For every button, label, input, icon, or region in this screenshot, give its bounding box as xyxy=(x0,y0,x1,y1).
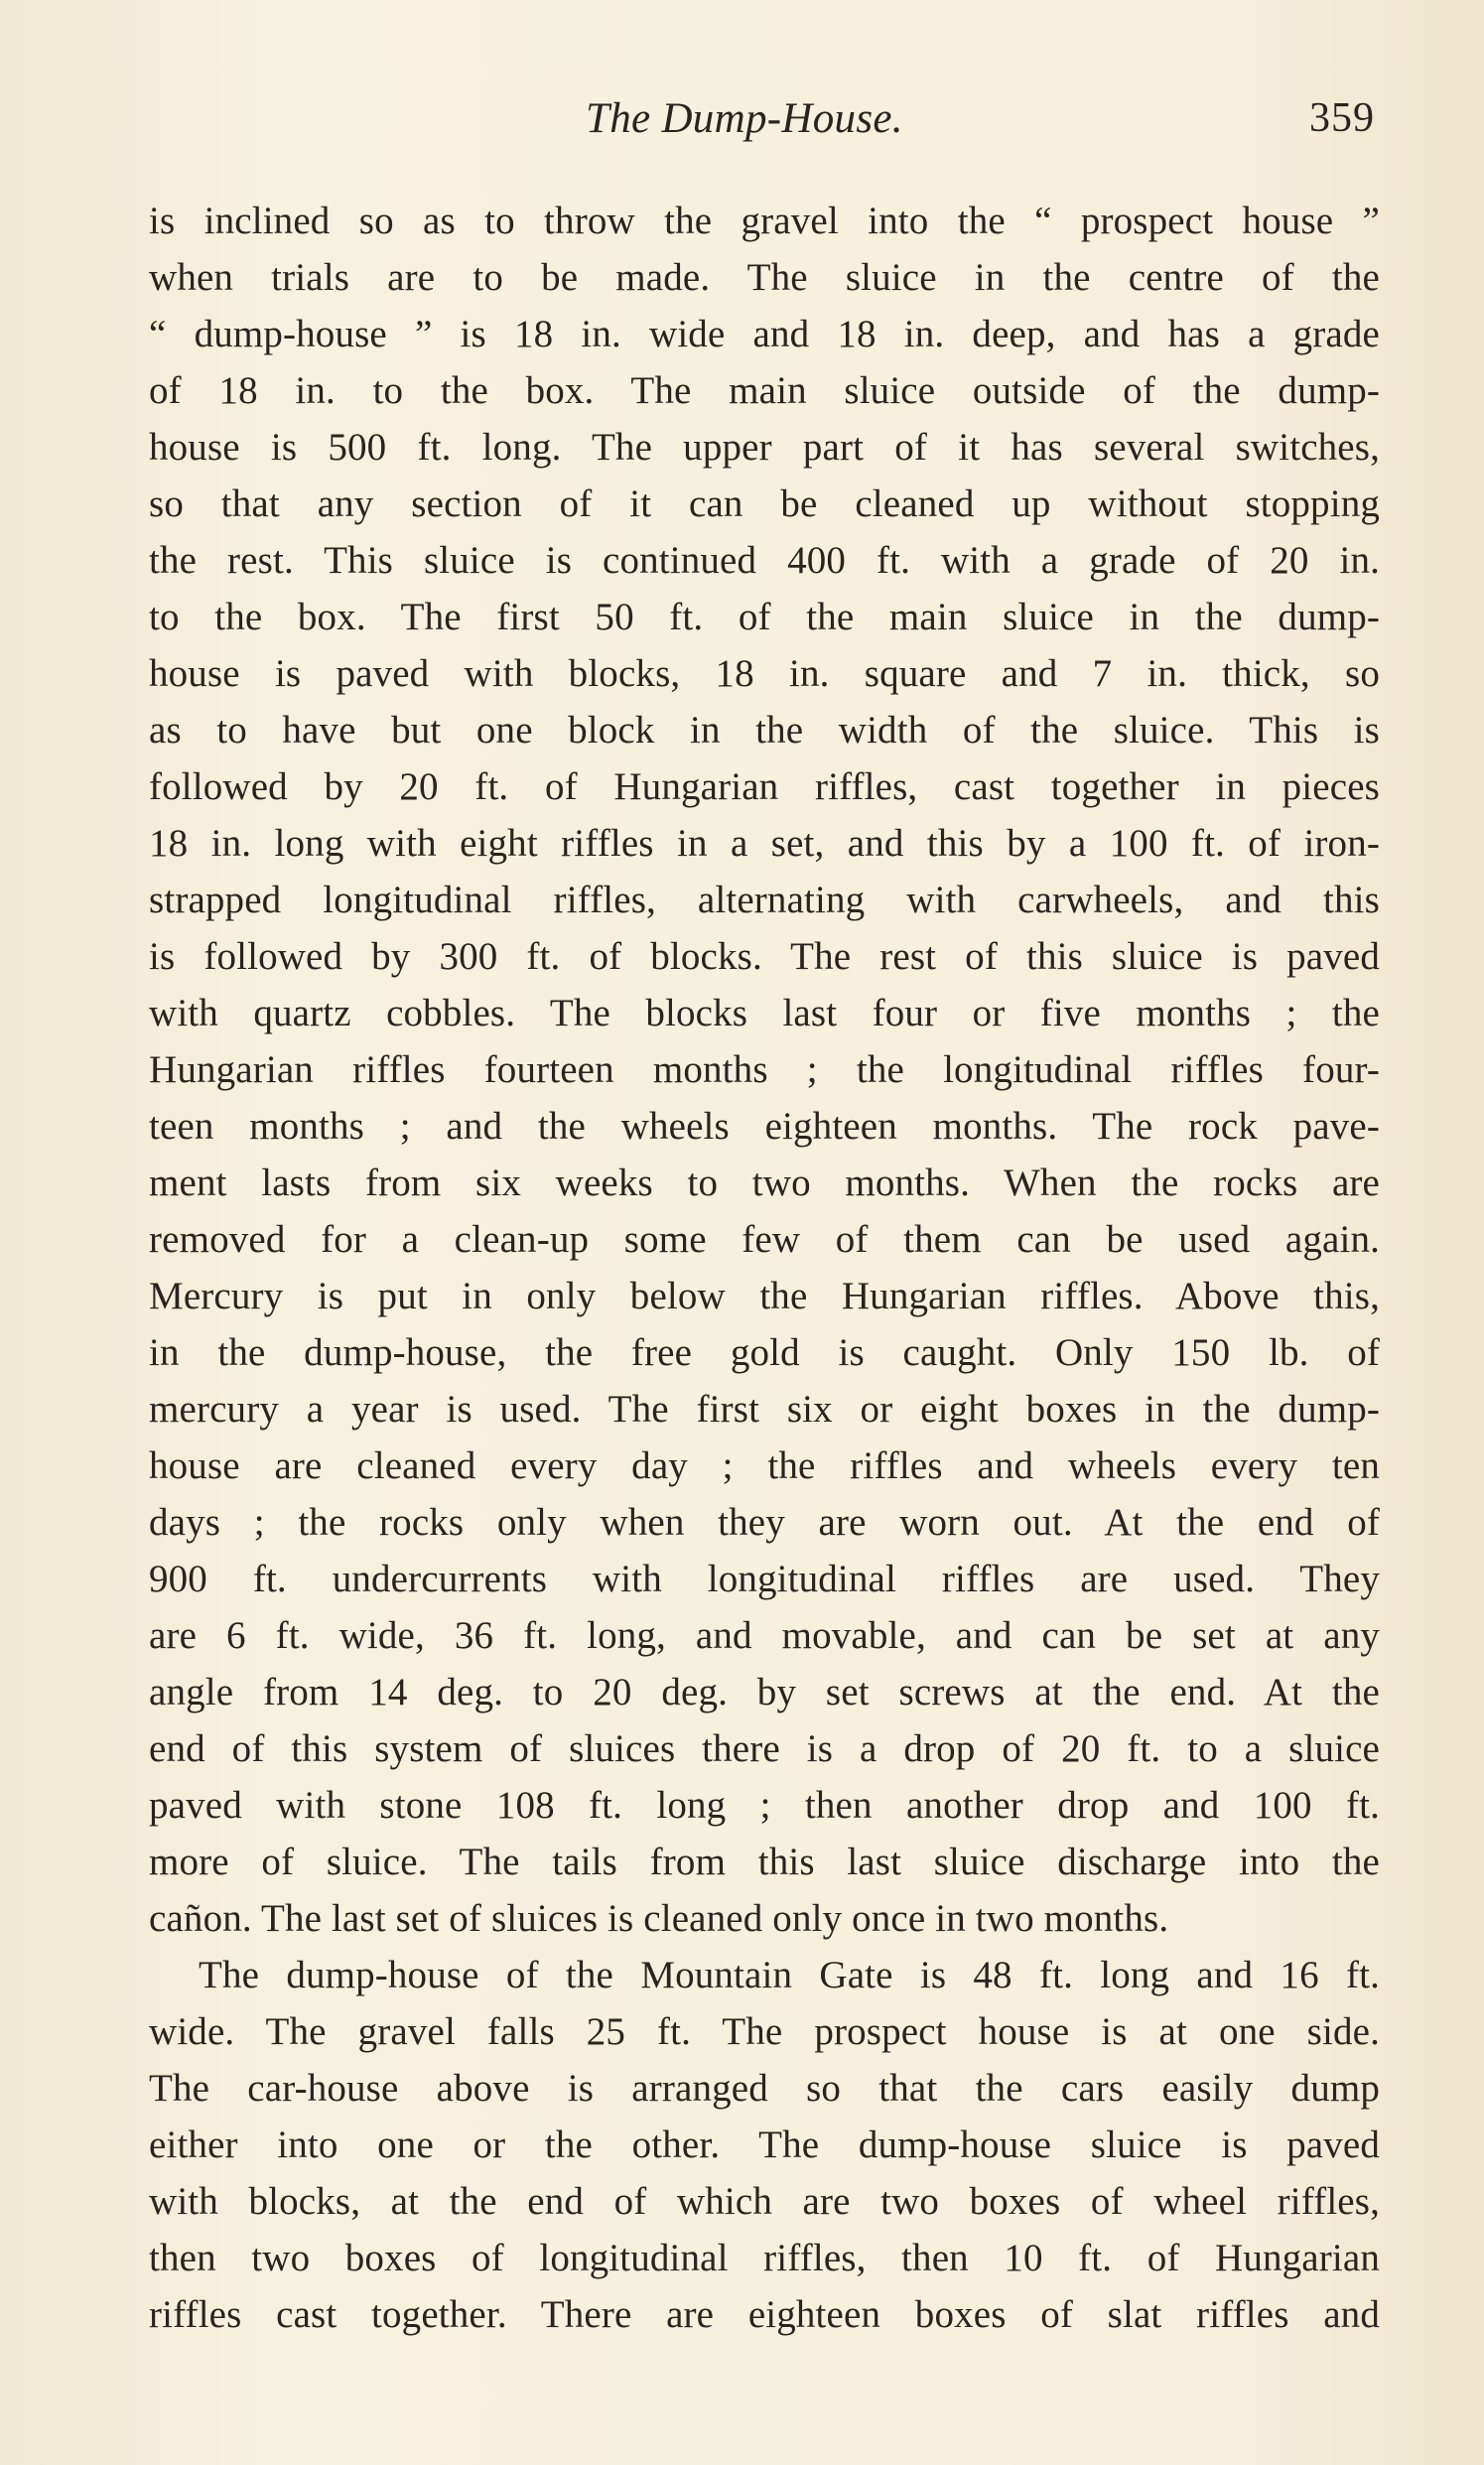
text-line-28: end of this system of sluices there is a drop of 20 ft. to a sluice xyxy=(149,1727,1380,1770)
text-line-9: house is paved with blocks, 18 in. square and 7 in. thick, so xyxy=(149,652,1380,695)
text-line-5: house is 500 ft. long. The upper part of it has several switches, xyxy=(149,426,1380,469)
text-line-29: paved with stone 108 ft. long ; then another drop and 100 ft. xyxy=(149,1784,1380,1827)
page-header xyxy=(159,94,1375,154)
running-title: The Dump-House. xyxy=(586,95,903,142)
text-line-14: is followed by 300 ft. of blocks. The rest of this sluice is paved xyxy=(149,935,1380,978)
text-line-16: Hungarian riffles fourteen months ; the longitudinal riffles four- xyxy=(149,1048,1380,1091)
text-line-8: to the box. The first 50 ft. of the main sluice in the dump- xyxy=(149,596,1380,638)
text-line-19: removed for a clean-up some few of them can be used again. xyxy=(149,1218,1380,1261)
text-line-20: Mercury is put in only below the Hungarian riffles. Above this, xyxy=(149,1275,1380,1317)
text-line-27: angle from 14 deg. to 20 deg. by set screws at the end. At the xyxy=(149,1671,1380,1713)
text-line-32: The dump-house of the Mountain Gate is 48 ft. long and 16 ft. xyxy=(199,1954,1380,1996)
text-line-6: so that any section of it can be cleaned up without stopping xyxy=(149,482,1380,525)
text-line-24: days ; the rocks only when they are worn out. At the end of xyxy=(149,1501,1380,1544)
text-line-35: either into one or the other. The dump-house sluice is paved xyxy=(149,2123,1380,2166)
text-line-31: cañon. The last set of sluices is cleaned only once in two months. xyxy=(149,1897,1169,1940)
text-line-30: more of sluice. The tails from this last sluice discharge into the xyxy=(149,1841,1380,1883)
text-line-22: mercury a year is used. The first six or eight boxes in the dump- xyxy=(149,1388,1380,1431)
text-line-13: strapped longitudinal riffles, alternating with carwheels, and this xyxy=(149,879,1380,921)
text-line-18: ment lasts from six weeks to two months. When the rocks are xyxy=(149,1162,1380,1204)
page-number: 359 xyxy=(1309,95,1375,141)
text-line-25: 900 ft. undercurrents with longitudinal riffles are used. They xyxy=(149,1558,1380,1600)
text-line-33: wide. The gravel falls 25 ft. The prospect house is at one side. xyxy=(149,2010,1380,2053)
text-line-26: are 6 ft. wide, 36 ft. long, and movable, and can be set at any xyxy=(149,1614,1380,1657)
text-line-1: is inclined so as to throw the gravel into the “ prospect house ” xyxy=(149,200,1380,242)
text-line-3: “ dump-house ” is 18 in. wide and 18 in. deep, and has a grade xyxy=(149,313,1380,355)
text-line-7: the rest. This sluice is continued 400 ft. with a grade of 20 in. xyxy=(149,539,1380,582)
text-line-34: The car-house above is arranged so that the cars easily dump xyxy=(149,2067,1380,2110)
text-line-12: 18 in. long with eight riffles in a set, and this by a 100 ft. of iron- xyxy=(149,822,1380,865)
body-text xyxy=(149,193,1380,2343)
text-line-36: with blocks, at the end of which are two boxes of wheel riffles, xyxy=(149,2180,1380,2223)
text-line-21: in the dump-house, the free gold is caught. Only 150 lb. of xyxy=(149,1331,1380,1374)
text-line-4: of 18 in. to the box. The main sluice outside of the dump- xyxy=(149,369,1380,412)
text-line-37: then two boxes of longitudinal riffles, then 10 ft. of Hungarian xyxy=(149,2237,1380,2279)
text-line-38: riffles cast together. There are eighteen boxes of slat riffles and xyxy=(149,2293,1380,2336)
text-line-11: followed by 20 ft. of Hungarian riffles, cast together in pieces xyxy=(149,765,1380,808)
text-line-2: when trials are to be made. The sluice in the centre of the xyxy=(149,256,1380,299)
text-line-17: teen months ; and the wheels eighteen months. The rock pave- xyxy=(149,1105,1380,1148)
text-line-15: with quartz cobbles. The blocks last four or five months ; the xyxy=(149,992,1380,1034)
text-line-23: house are cleaned every day ; the riffles and wheels every ten xyxy=(149,1444,1380,1487)
text-line-10: as to have but one block in the width of the sluice. This is xyxy=(149,709,1380,752)
